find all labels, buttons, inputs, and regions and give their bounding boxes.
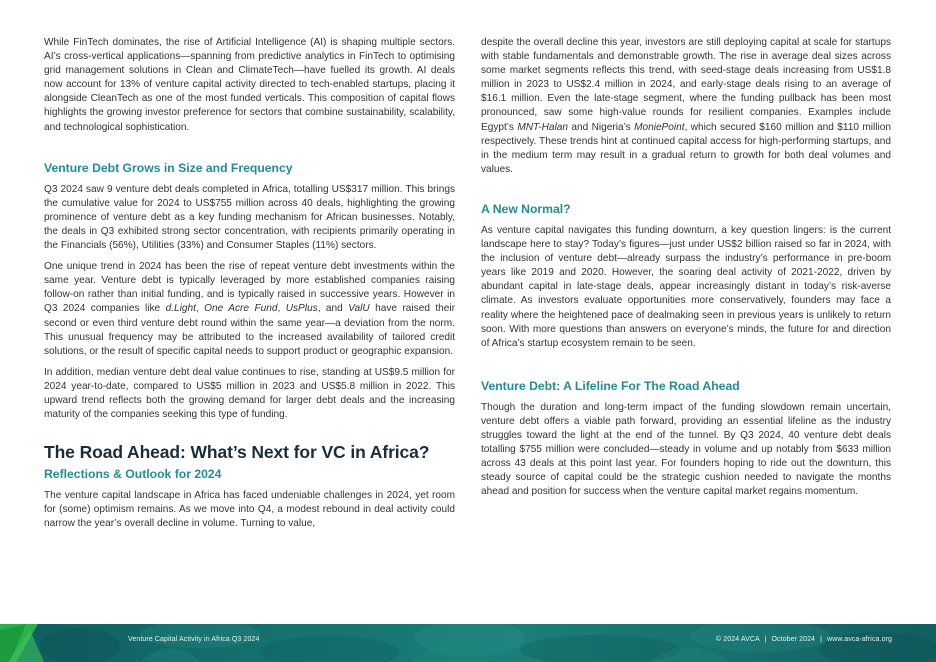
road-ahead-heading: The Road Ahead: What’s Next for VC in Africa? — [44, 442, 430, 463]
cont-text-mid: and Nigeria’s — [567, 121, 635, 133]
footer-band — [0, 624, 936, 662]
company-dlight: d.Light — [165, 303, 196, 315]
venture-debt-heading: Venture Debt Grows in Size and Frequency — [44, 160, 293, 175]
new-normal-heading: A New Normal? — [481, 201, 571, 216]
company-mnt-halan: MNT-Halan — [517, 121, 568, 133]
vd-p2-sep-1: , — [195, 303, 205, 315]
venture-debt-paragraph-2 — [44, 260, 455, 359]
cont-text-b: , which secured $160 million and $110 million respectively. These trends hint at continued capital access for high-performing startups, and in the medium term may result in a gradual return to growth for both deal volumes and values. — [481, 121, 891, 175]
footer-meta — [716, 636, 892, 643]
reflections-heading: Reflections & Outlook for 2024 — [44, 467, 222, 482]
vd-p2-sep-2: , — [277, 303, 286, 315]
new-normal-paragraph: As venture capital navigates this funding downturn, a key question lingers: is the current landscape here to stay? Today’s figures—just under US$2 billion raised so far in 2024, with the inclusion of venture debt—already surpass the industry’s performance in pre-boom years like 2019 and 2020. However, the soaring deal activity of 2021-2022, driven by abundant capital in late-stage deals, appear increasingly distant in today’s risk-averse climate. As investors evaluate opportunities more conservatively, founders may face a reality where the heightened pace of dealmaking seen in previous years is unlikely to return soon. With more questions than answers on everyone’s minds, the future for and direction of Africa’s startup ecosystem remain to be seen. — [481, 224, 891, 349]
vd-p2-sep-3: , and — [317, 303, 349, 315]
footer-report-title: Venture Capital Activity in Africa Q3 2024 — [128, 636, 260, 643]
intro-paragraph: While FinTech dominates, the rise of Artificial Intelligence (AI) is shaping multiple sectors. AI’s cross-vertical applications—spanning from predictive analytics in FinTech to optimising grid management solutions in Clean and ClimateTech—have fuelled its growth. AI deals now account for 13% of venture capital activity directed to tech-enabled startups, placing it alongside CleanTech as one of the most funded verticals. This composition of capital flows highlights the growing investor preference for sectors that combine sustainability, scalability, and technological sophistication. — [44, 37, 455, 133]
footer-separator-1: | — [764, 636, 767, 643]
company-usplus: UsPlus — [285, 303, 318, 315]
footer-copyright: © 2024 AVCA — [715, 636, 760, 643]
venture-debt-paragraph-1: Q3 2024 saw 9 venture debt deals completed in Africa, totalling US$317 million. This brings the cumulative value for 2024 to US$755 million across 40 deals, highlighting the growing prominence of venture debt as a key funding mechanism for African businesses. Notably, the deals in Q3 exhibited strong sector concentration, with recipients primarily operating in the Financials (56%), Utilities (33%) and Consumer Staples (11%) sectors. — [44, 183, 455, 252]
company-one-acre-fund: One Acre Fund — [204, 303, 278, 315]
road-ahead-paragraph: The venture capital landscape in Africa has faced undeniable challenges in 2024, yet room for (some) optimism remains. As we move into Q4, a modest rebound in deal activity could narrow the year’s overall decline in volume. Turning to value, — [44, 490, 455, 530]
footer-separator-2: | — [820, 636, 823, 643]
footer-date: October 2024 — [771, 636, 816, 643]
lifeline-heading: Venture Debt: A Lifeline For The Road Ahead — [481, 378, 740, 393]
continuation-paragraph — [481, 36, 891, 177]
cont-text-a: despite the overall decline this year, investors are still deploying capital at scale for startups with stable fundamentals and demonstrable growth. The rise in average deal sizes across some market segments reflects this trend, with seed-stage deals increasing from US$1.8 million in 2023 to US$2.4 million in 2024, and early-stage deals rising to an average of $16.1 million. Even the late-stage segment, where the funding pullback has been most pronounced, saw some high-value rounds for resilient companies. Examples include Egypt’s — [481, 37, 891, 133]
company-valu: ValU — [348, 303, 370, 315]
footer-pattern-art — [0, 624, 936, 662]
company-moniepoint: MoniePoint — [634, 121, 685, 133]
footer-website-link[interactable]: www.avca-africa.org — [827, 636, 892, 643]
vd-p2-text-a: One unique trend in 2024 has been the rise of repeat venture debt investments within the same year. Venture debt is typically leveraged by more established companies raising follow-on rather than initial funding, and is typically raised in successive years. However in Q3 2024 companies like — [44, 261, 455, 315]
vd-p2-text-b: have raised their second or even third venture debt round within the same year—a deviation from the norm. This unusual frequency may be attributed to the increased availability of tailored credit solutions, or the result of specific capital needs to support product or geographic expansion. — [44, 303, 455, 357]
lifeline-paragraph: Though the duration and long-term impact of the funding slowdown remain uncertain, venture debt offers a viable path forward, providing an essential lifeline as the industry struggles toward the light at the end of the tunnel. By Q3 2024, 40 venture debt deals totalling $755 million were concluded—steady in volume and up notably from $633 million across 43 deals at this point last year. For founders hoping to ride out the downturn, this steady source of capital could be the strategic cushion needed to navigate the months ahead and position for success when the venture capital market regains momentum. — [481, 401, 891, 498]
right-column — [481, 36, 891, 506]
venture-debt-paragraph-3: In addition, median venture debt deal value continues to rise, standing at US$9.5 million for 2024 year-to-date, compared to US$5 million in 2023 and US$5.8 million in 2022. This upward trend reflects both the growing demand for larger debt deals and the increasing maturity of the companies seeking this type of funding. — [44, 366, 455, 421]
left-column — [44, 36, 455, 538]
